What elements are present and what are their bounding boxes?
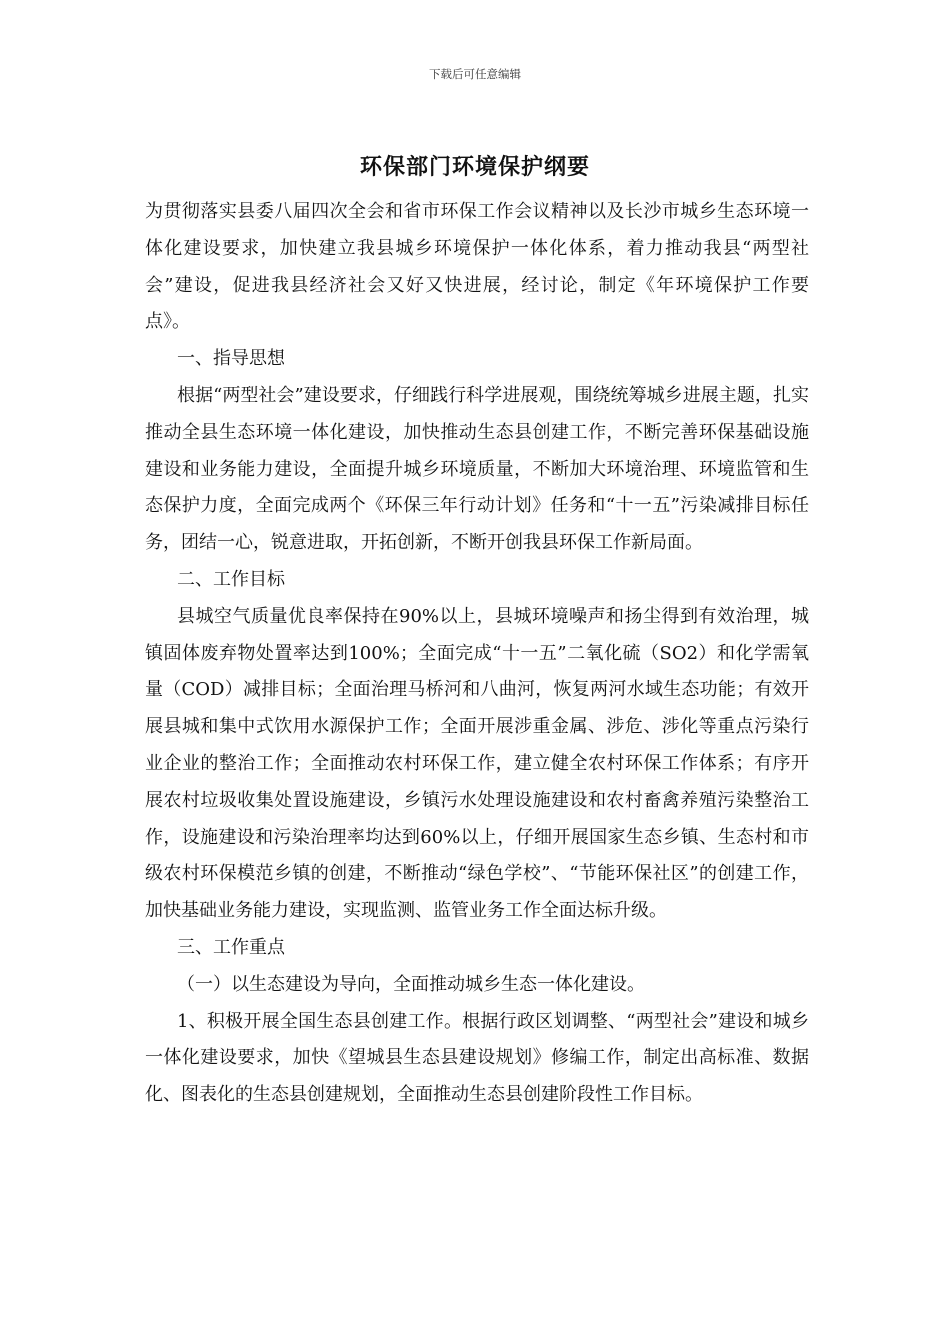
work-goals-paragraph: 县城空气质量优良率保持在90%以上，县城环境噪声和扬尘得到有效治理，城镇固体废弃物处置率达到100%；全面完成“十一五”二氧化硫（SO2）和化学需氧量（COD）减排目标；全面治理马桥河和八曲河，恢复两河水域生态功能；有效开展县城和集中式饮用水源保护工作；全面开展涉重金属、涉危、涉化等重点污染行业企业的整治工作；全面推动农村环保工作，建立健全农村环保工作体系；有序开展农村垃圾收集处置设施建设，乡镇污水处理设施建设和农村畜禽养殖污染整治工作，设施建设和污染治理率均达到60%以上，仔细开展国家生态乡镇、生态村和市级农村环保模范乡镇的创建，不断推动“绿色学校”、“节能环保社区”的创建工作，加快基础业务能力建设，实现监测、监管业务工作全面达标升级。 bbox=[145, 605, 809, 922]
item-1-paragraph: 1、积极开展全国生态县创建工作。根据行政区划调整、“两型社会”建设和城乡一体化建设要求，加快《望城县生态县建设规划》修编工作，制定出高标准、数据化、图表化的生态县创建规划，全面推动生态县创建阶段性工作目标。 bbox=[145, 1010, 809, 1106]
guiding-thought-paragraph: 根据“两型社会”建设要求，仔细践行科学进展观，围绕统筹城乡进展主题，扎实推动全县生态环境一体化建设，加快推动生态县创建工作，不断完善环保基础设施建设和业务能力建设，全面提升城乡环境质量，不断加大环境治理、环境监管和生态保护力度，全面完成两个《环保三年行动计划》任务和“十一五”污染减排目标任务，团结一心，锐意进取，开拓创新，不断开创我县环保工作新局面。 bbox=[145, 384, 809, 554]
header-note: 下载后可任意编辑 bbox=[429, 67, 521, 81]
section-heading-guiding-thought: 一、指导思想 bbox=[177, 348, 285, 370]
section-heading-work-focus: 三、工作重点 bbox=[177, 936, 285, 958]
document-body bbox=[145, 194, 809, 1114]
section-heading-work-goals: 二、工作目标 bbox=[177, 568, 285, 590]
intro-paragraph: 为贯彻落实县委八届四次全会和省市环保工作会议精神以及长沙市城乡生态环境一体化建设要求，加快建立我县城乡环境保护一体化体系，着力推动我县“两型社会”建设，促进我县经济社会又好又快进展，经讨论，制定《年环境保护工作要点》。 bbox=[145, 201, 809, 333]
document-title: 环保部门环境保护纲要 bbox=[359, 154, 590, 180]
subsection-heading-ecological: （一）以生态建设为导向，全面推动城乡生态一体化建设。 bbox=[177, 973, 645, 995]
